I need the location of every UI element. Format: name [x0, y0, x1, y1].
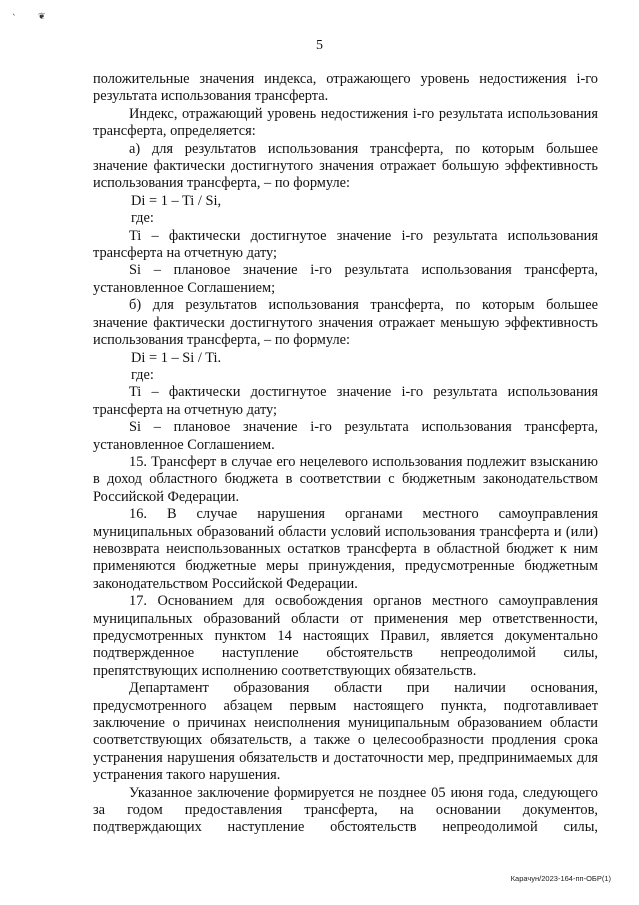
document-body [93, 71, 598, 837]
paragraph-department: Департамент образования области при наличии основания, предусмотренного абзацем первым настоящего пункта, подготавливает заключение о причинах неисполнения муниципальным образованием области соответствующих обязательств, а также о целесообразности продления срока устранения нарушения обязательств и достаточности мер, предпринимаемых для устранения такого нарушения. [93, 680, 598, 784]
paragraph-continuation: положительные значения индекса, отражающего уровень недостижения i-го результата использования трансферта. [93, 71, 598, 105]
definition-si: Si – плановое значение i-го результата использования трансферта, установленное Соглашением. [93, 419, 598, 453]
formula-a: Di = 1 – Ti / Si, [131, 192, 222, 209]
page-number: 5 [316, 38, 323, 53]
paragraph-case-b: б) для результатов использования трансферта, по которым большее значение фактически достигнутого значения отражает меньшую эффективность использования трансферта, – по формуле: [93, 297, 598, 349]
definition-ti: Ti – фактически достигнутое значение i-го результата использования трансферта на отчетную дату; [93, 384, 598, 418]
definition-si: Si – плановое значение i-го результата использования трансферта, установленное Соглашением; [93, 262, 598, 296]
document-code: Карачун/2023-164-пп-ОБР(1) [510, 874, 611, 883]
formula-b: Di = 1 – Si / Ti. [131, 349, 222, 366]
paragraph-conclusion: Указанное заключение формируется не позднее 05 июня года, следующего за годом предоставления трансферта, на основании документов, подтверждающих наступление обстоятельств непреодолимой силы, [93, 784, 598, 836]
where-label: где: [131, 210, 154, 227]
scan-mark: ❦ [38, 12, 46, 22]
paragraph-item-16: 16. В случае нарушения органами местного самоуправления муниципальных образований области условий использования трансферта и (или) невозврата неиспользованных остатков трансферта в областной бюджет к ним применяются бюджетные меры принуждения, предусмотренные бюджетным законодательством Российской Федерации. [93, 506, 598, 592]
paragraph-item-17: 17. Основанием для освобождения органов местного самоуправления муниципальных образований области от применения мер ответственности, предусмотренных пунктом 14 настоящих Правил, является документально подтвержденное наступление обстоятельств непреодолимой силы, препятствующих исполнению соответствующих обязательств. [93, 593, 598, 679]
definition-ti: Ti – фактически достигнутое значение i-го результата использования трансферта на отчетную дату; [93, 227, 598, 262]
scan-mark: ` [12, 14, 17, 24]
paragraph-item-15: 15. Трансферт в случае его нецелевого использования подлежит взысканию в доход областного бюджета в соответствии с бюджетным законодательством Российской Федерации. [93, 453, 598, 505]
paragraph-index-definition: Индекс, отражающий уровень недостижения i-го результата использования трансферта, определяется: [93, 105, 598, 140]
paragraph-case-a: а) для результатов использования трансферта, по которым большее значение фактически достигнутого значения отражает большую эффективность использования трансферта, – по формуле: [93, 140, 598, 192]
where-label: где: [131, 366, 154, 383]
